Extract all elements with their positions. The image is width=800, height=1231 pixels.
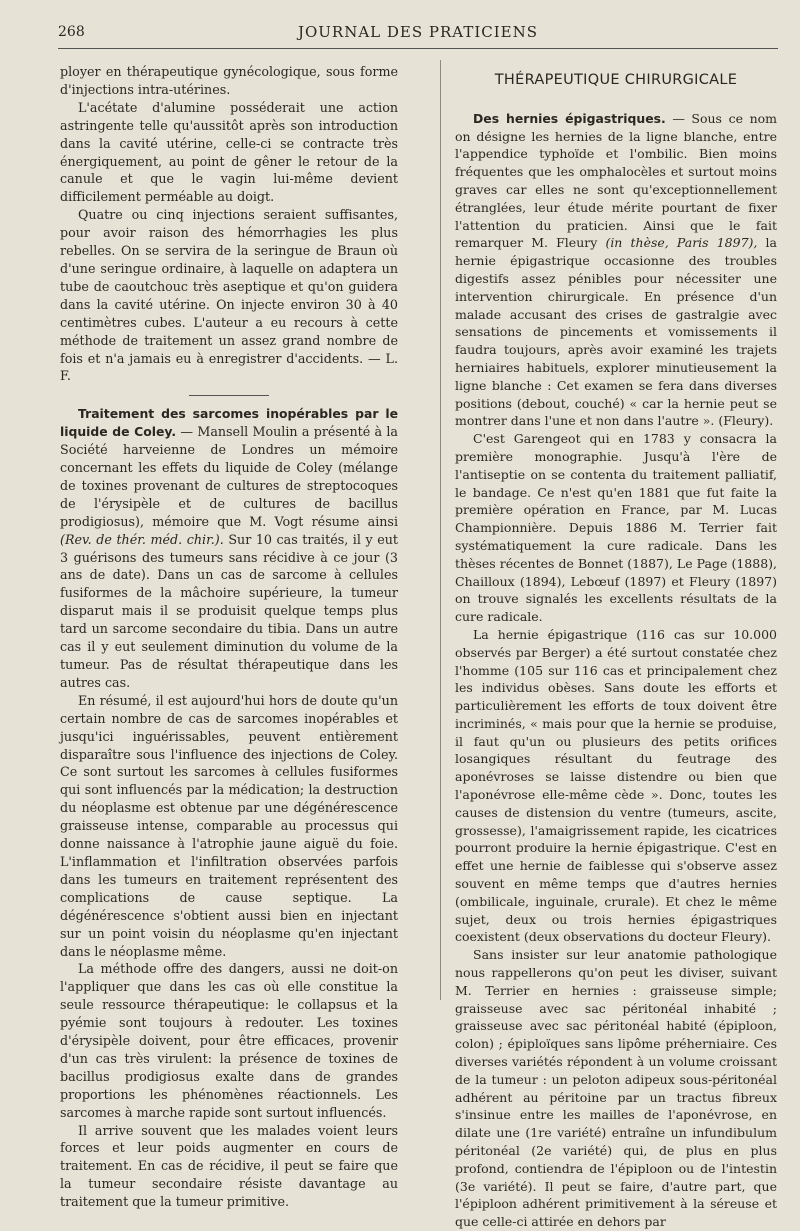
paragraph: La méthode offre des dangers, aussi ne doit-on l'appliquer que dans les cas où elle constitue la seule ressource thérapeutique: le collapsus et la pyémie sont toujours à redouter. Les toxines d'érysipèle doivent, pour être efficaces, provenir d'un cas très virulent: la présence de toxines de bacillus prodigiosus exalte dans de grandes proportions les phénomènes réactionnels. Les sarcomes à marche rapide sont surtout influencés. <box>60 961 398 1120</box>
paragraph: L'acétate d'alumine posséderait une action astringente telle qu'aussitôt après son introduction dans la cavité utérine, celle-ci se contracte très énergiquement, au point de gêner le retour de la canule et que le vagin lui-même devient difficilement perméable au doigt. <box>60 99 398 205</box>
section-title: THÉRAPEUTIQUE CHIRURGICALE <box>494 72 738 88</box>
paragraph: Sans insister sur leur anatomie pathologique nous rappellerons qu'on peut les diviser, suivant M. Terrier en hernies : graisseuse simple; graisseuse avec sac péritonéal inhabité ; graisseuse avec sac péritonéal habité (épiploon, colon) ; épiploïques sans lipôme préherniaire. Ces diverses variétés répondent à un volume croissant de la tumeur : un peloton adipeux sous-péritonéal adhérent au péritoine par un tractus fibreux s'insinue entre les mailles de l'aponévrose, en dilate une (1re variété) entraîne un infundibulum péritonéal (2e variété) qui, de plus en plus profond, contiendra de l'épiploon ou de l'intestin (3e variété). Il peut se faire, d'autre part, que l'épiploon adhérent primitivement à la séreuse et que celle-ci attirée en dehors par <box>455 947 777 1230</box>
column-divider <box>440 60 441 1000</box>
paragraph: C'est Garengeot qui en 1783 y consacra la première monographie. Jusqu'à l'ère de l'antiseptie on se contenta du traitement palliatif, le bandage. Ce n'est qu'en 1881 que fut faite la première opération en France, par M. Lucas Championnière. Depuis 1886 M. Terrier fait systématiquement la cure radicale. Dans les thèses récentes de Bonnet (1887), Le Page (1888), Chailloux (1894), Lebœuf (1897) et Fleury (1897) on trouve signalés les excellents résultats de la cure radicale. <box>455 431 777 625</box>
text-run: — Mansell Moulin a présenté à la Société harveienne de Londres un mémoire concernant les effets du liquide de Coley (mélange de toxines provenant de cultures de streptocoques de l'érysipèle et de cultures de bacillus prodigiosus), mémoire que M. Vogt résume ainsi <box>60 424 398 529</box>
citation: (in thèse, Paris 1897), <box>605 235 758 251</box>
section-separator <box>189 395 269 396</box>
article-heading: Traitement des sarcomes inopérables par le liquide de Coley. <box>60 406 398 440</box>
right-column <box>455 70 777 1231</box>
text-run: Sur 10 cas traités, il y eut 3 guérisons des tumeurs sans récidive à ce jour (3 ans de date). Dans un cas de sarcome à cellules fusiformes de la mâchoire supérieure, la tumeur disparut mais il se produisit quelque temps plus tard un sarcome secondaire du tibia. Dans un autre cas il y eut seulement diminution du volume de la tumeur. Pas de résultat thérapeutique dans les autres cas. <box>60 531 398 690</box>
paragraph: En résumé, il est aujourd'hui hors de doute qu'un certain nombre de cas de sarcomes inopérables et jusqu'ici inguérissables, peuvent entièrement disparaître sous l'influence des injections de Coley. Ce sont surtout les sarcomes à cellules fusiformes qui sont influencés par la médication; la destruction du néoplasme est obtenue par une dégénérescence graisseuse intense, comparable au processus qui donne naissance à l'atrophie jaune aiguë du foie. L'inflammation et l'infiltration observées parfois dans les tumeurs en traitement représentent des complications de cause septique. La dégénérescence s'obtient aussi bien en injectant sur un point voisin du néoplasme qu'en injectant dans le néoplasme même. <box>60 692 398 959</box>
article-paragraph <box>455 110 777 430</box>
text-run: — Sous ce nom on désigne les hernies de la ligne blanche, entre l'appendice typhoïde et l'ombilic. Bien moins fréquentes que les omphalocèles et surtout moins graves car elles ne sont qu'exceptionnellement étranglées, leur étude mérite pourtant de fixer l'attention du praticien. Ainsi que le fait remarquer M. Fleury <box>455 110 777 251</box>
journal-title: JOURNAL DES PRATICIENS <box>297 23 539 41</box>
paragraph: Il arrive souvent que les malades voient leurs forces et leur poids augmenter en cours de traitement. En cas de récidive, il peut se faire que la tumeur secondaire résiste davantage au traitement que la tumeur primitive. <box>60 1122 398 1210</box>
paragraph: Quatre ou cinq injections seraient suffisantes, pour avoir raison des hémorrhagies les plus rebelles. On se servira de la seringue de Braun où d'une seringue ordinaire, à laquelle on adaptera un tube de caoutchouc très aseptique et qu'on guidera dans la cavité utérine. On injecte environ 30 à 40 centimètres cubes. L'auteur a eu recours à cette méthode de traitement un assez grand nombre de fois et n'a jamais eu à enregistrer d'accidents. — L. F. <box>60 207 398 384</box>
page-header <box>58 20 778 46</box>
header-rule <box>58 48 778 49</box>
article-heading: Des hernies épigastriques. <box>473 110 666 126</box>
paragraph: ployer en thérapeutique gynécologique, sous forme d'injections intra-utérines. <box>60 64 398 97</box>
paragraph: La hernie épigastrique (116 cas sur 10.000 observés par Berger) a été surtout constatée chez l'homme (105 sur 116 cas et principalement chez les individus obèses. Sans doute les efforts et particulièrement les efforts de toux doivent être incriminés, « mais pour que la hernie se produise, il faut qu'un ou plusieurs des petits orifices losangiques résultant du feutrage des aponévroses se laisse distendre ou bien que l'aponévrose elle-même cède ». Donc, toutes les causes de distension du ventre (tumeurs, ascite, grossesse), l'amaigrissement rapide, les cicatrices pourront produire la hernie épigastrique. C'est en effet une hernie de faiblesse qui s'observe assez souvent en même temps que d'autres hernies (ombilicale, inguinale, crurale). Et chez le même sujet, deux ou trois hernies épigastriques coexistent (deux observations du docteur Fleury). <box>455 626 777 945</box>
text-run: la hernie épigastrique occasionne des troubles digestifs assez pénibles pour nécessiter une intervention chirurgicale. En présence d'un malade accusant des crises de gastralgie avec sensations de pincements et vomissements il faudra toujours, après avoir examiné les trajets herniaires habituels, explorer minutieusement la ligne blanche : Cet examen se fera dans diverses positions (debout, couché) « car la hernie peut se montrer dans l'une et non dans l'autre ». (Fleury). <box>455 235 777 429</box>
article-paragraph <box>60 405 398 692</box>
citation: (Rev. de thér. méd. chir.). <box>60 531 224 547</box>
page-number: 268 <box>58 24 85 40</box>
left-column <box>60 63 398 1211</box>
